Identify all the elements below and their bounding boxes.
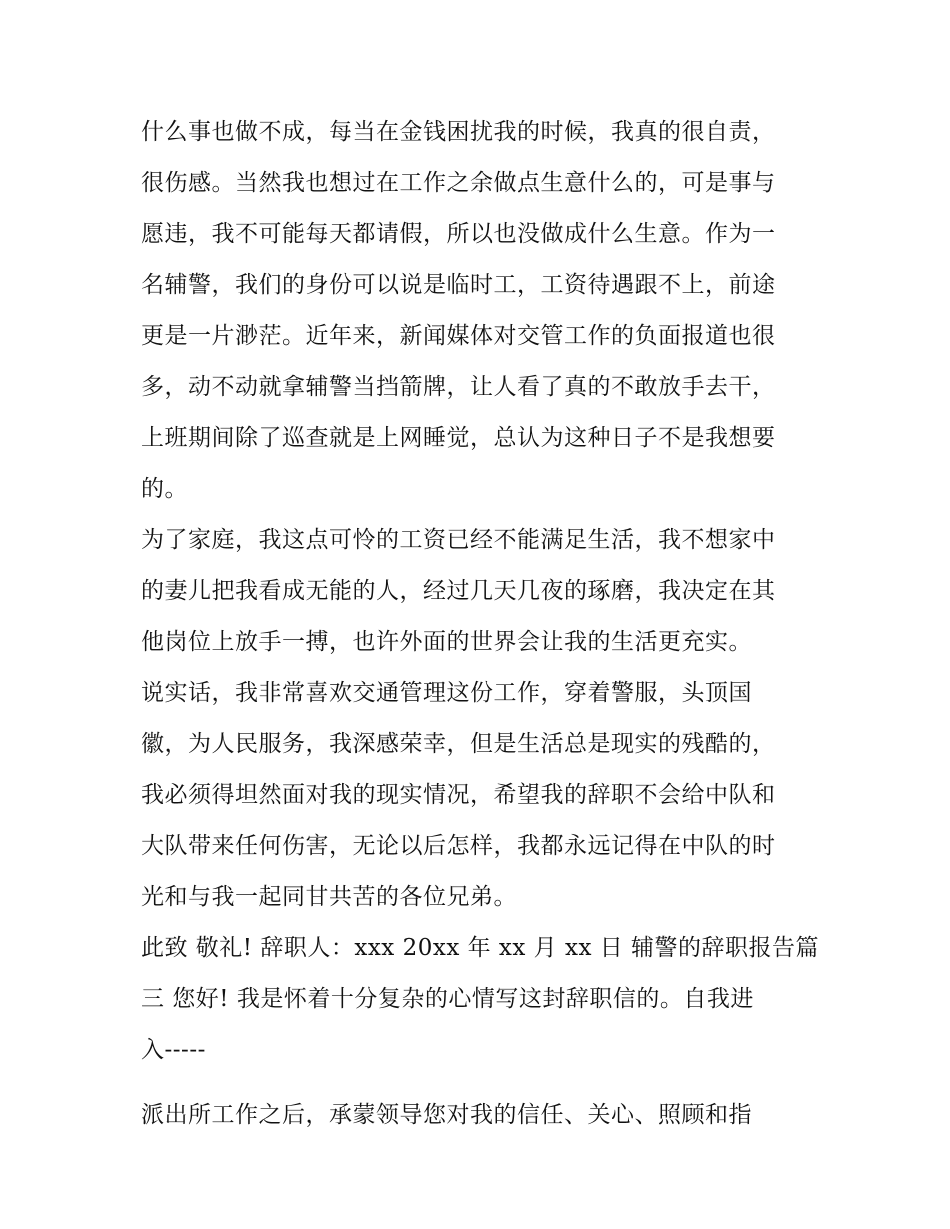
text-line: 徽，为人民服务，我深感荣幸，但是生活总是现实的残酷的，: [141, 731, 776, 757]
text-line: 多，动不动就拿辅警当挡箭牌，让人看了真的不敢放手去干，: [141, 374, 776, 400]
text-line: 三 您好! 我是怀着十分复杂的心情写这封辞职信的。自我进: [141, 986, 754, 1012]
text-line: 很伤感。当然我也想过在工作之余做点生意什么的，可是事与: [141, 170, 776, 196]
text-line: 大队带来任何伤害，无论以后怎样，我都永远记得在中队的时: [141, 833, 776, 859]
document-body: [141, 107, 821, 1141]
text-line: 上班期间除了巡查就是上网睡觉，总认为这种日子不是我想要: [141, 425, 776, 451]
text-line: 的。: [141, 476, 188, 502]
text-line: 光和与我一起同甘共苦的各位兄弟。: [141, 884, 517, 910]
text-line: 说实话，我非常喜欢交通管理这份工作，穿着警服，头顶国: [141, 680, 752, 706]
text-line: 派出所工作之后，承蒙领导您对我的信任、关心、照顾和指: [141, 1102, 752, 1128]
text-line: 什么事也做不成，每当在金钱困扰我的时候，我真的很自责，: [141, 119, 776, 145]
text-line: 愿违，我不可能每天都请假，所以也没做成什么生意。作为一: [141, 221, 776, 247]
text-line: 名辅警，我们的身份可以说是临时工，工资待遇跟不上，前途: [141, 272, 776, 298]
text-line: 为了家庭，我这点可怜的工资已经不能满足生活，我不想家中: [141, 527, 776, 553]
text-line: 他岗位上放手一搏，也许外面的世界会让我的生活更充实。: [141, 629, 752, 655]
text-line: 更是一片渺茫。近年来，新闻媒体对交管工作的负面报道也很: [141, 323, 776, 349]
text-line: 的妻儿把我看成无能的人，经过几天几夜的琢磨，我决定在其: [141, 578, 776, 604]
text-line: 入-----: [141, 1037, 206, 1063]
text-line: 我必须得坦然面对我的现实情况，希望我的辞职不会给中队和: [141, 782, 776, 808]
text-line: 此致 敬礼! 辞职人：xxx 20xx 年 xx 月 xx 日 辅警的辞职报告篇: [141, 935, 820, 961]
